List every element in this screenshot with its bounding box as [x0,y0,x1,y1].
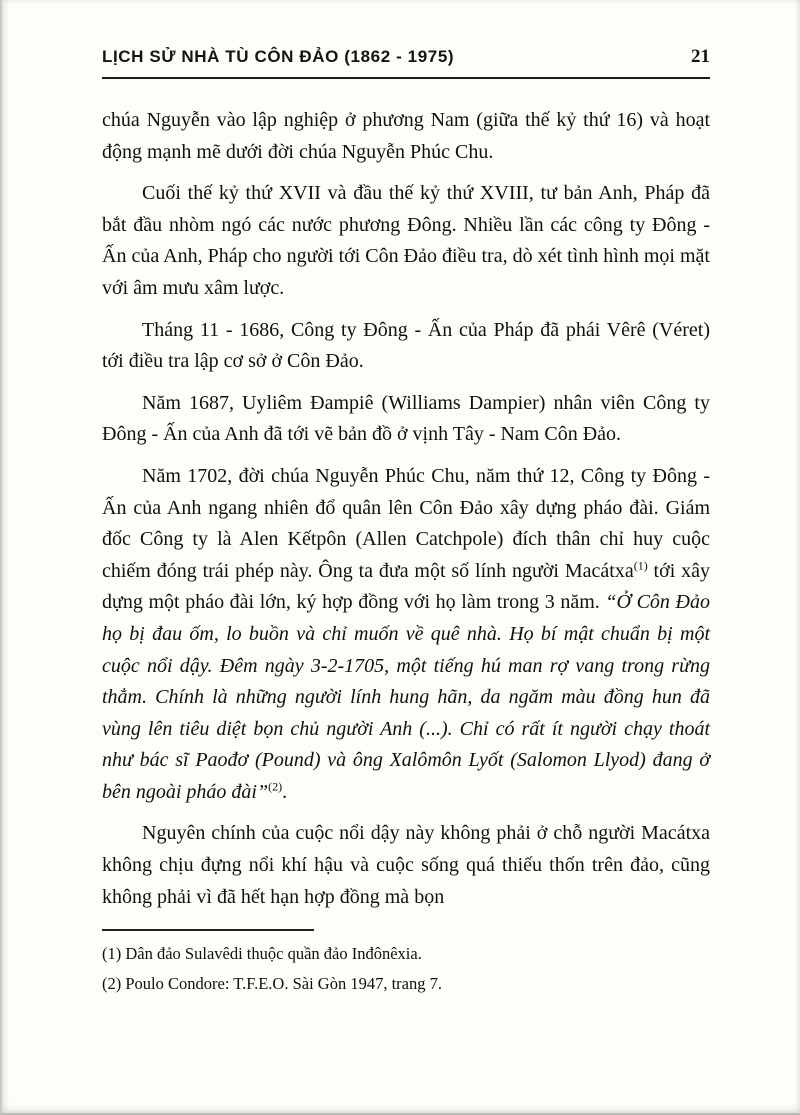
paragraph-text: chúa Nguyễn vào lập nghiệp ở phương Nam (giữa thế kỷ thứ 16) và hoạt động mạnh mẽ dưới đời chúa Nguyễn Phúc Chu. [102,109,710,163]
paragraph-text: Tháng 11 - 1686, Công ty Đông - Ấn của Pháp đã phái Vêrê (Véret) tới điều tra lập cơ sở ở Côn Đảo. [102,318,710,373]
paragraph [102,315,710,378]
running-title: LỊCH SỬ NHÀ TÙ CÔN ĐẢO (1862 - 1975) [102,47,455,66]
paragraph [102,461,710,809]
footnote-1: (1) Dân đảo Sulavêdi thuộc quần đảo Inđônêxia. [102,944,422,964]
footnote-section [102,929,710,996]
paragraph [102,388,710,451]
quoted-passage: “Ở Côn Đảo họ bị đau ốm, lo buồn và chỉ muốn về quê nhà. Họ bí mật chuẩn bị một cuộc nổi dậy. Đêm ngày 3-2-1705, một tiếng hú man rợ vang trong rừng thẳm. Chính là những người lính hung hãn, da ngăm màu đồng hun đã vùng lên tiêu diệt bọn chủ người Anh (...). Chỉ có rất ít người chạy thoát như bác sĩ Paođơ (Pound) và ông Xalômôn Lyốt (Salomon Llyod) đang ở bên ngoài pháo đài” [102,591,710,803]
paragraph-text: Năm 1687, Uyliêm Đampiê (Williams Dampier) nhân viên Công ty Đông - Ấn của Anh đã tới vẽ bản đồ ở vịnh Tây - Nam Côn Đảo. [102,391,710,446]
footnote-2: (2) Poulo Condore: T.F.E.O. Sài Gòn 1947, trang 7. [102,973,442,993]
footnote-rule [102,929,314,931]
paragraph-text: tới xây dựng một pháo đài lớn, ký hợp đồng với họ làm trong 3 năm. [102,559,710,614]
footnote-marker-2: (2) [268,779,283,794]
paragraph-continuation [102,105,710,168]
paragraph-text: Nguyên chính của cuộc nổi dậy này không phải ở chỗ người Macátxa không chịu đựng nổi khí hậu và cuộc sống quá thiếu thốn trên đảo, cũng không phải vì đã hết hạn hợp đồng mà bọn [102,822,710,908]
paragraph [102,178,710,304]
page-header [102,46,710,68]
paragraph-text: Năm 1702, đời chúa Nguyễn Phúc Chu, năm thứ 12, Công ty Đông - Ấn của Anh ngang nhiên đổ quân lên Côn Đảo xây dựng pháo đài. Giám đốc Công ty là Alen Kếtpôn (Allen Catchpole) đích thân chỉ huy cuộc chiếm đóng trái phép này. Ông ta đưa một số lính người Macátxa [102,464,710,582]
page-number: 21 [691,46,710,67]
footnote-marker-1: (1) [633,558,648,573]
paragraph-text: Cuối thế kỷ thứ XVII và đầu thế kỷ thứ XVIII, tư bản Anh, Pháp đã bắt đầu nhòm ngó các nước phương Đông. Nhiều lần các công ty Đông - Ấn của Anh, Pháp cho người tới Côn Đảo điều tra, dò xét tình hình mọi mặt với âm mưu xâm lược. [102,182,710,299]
page-body [102,105,710,913]
paragraph [102,818,710,913]
paragraph-text: . [282,780,288,803]
header-rule [102,77,710,79]
